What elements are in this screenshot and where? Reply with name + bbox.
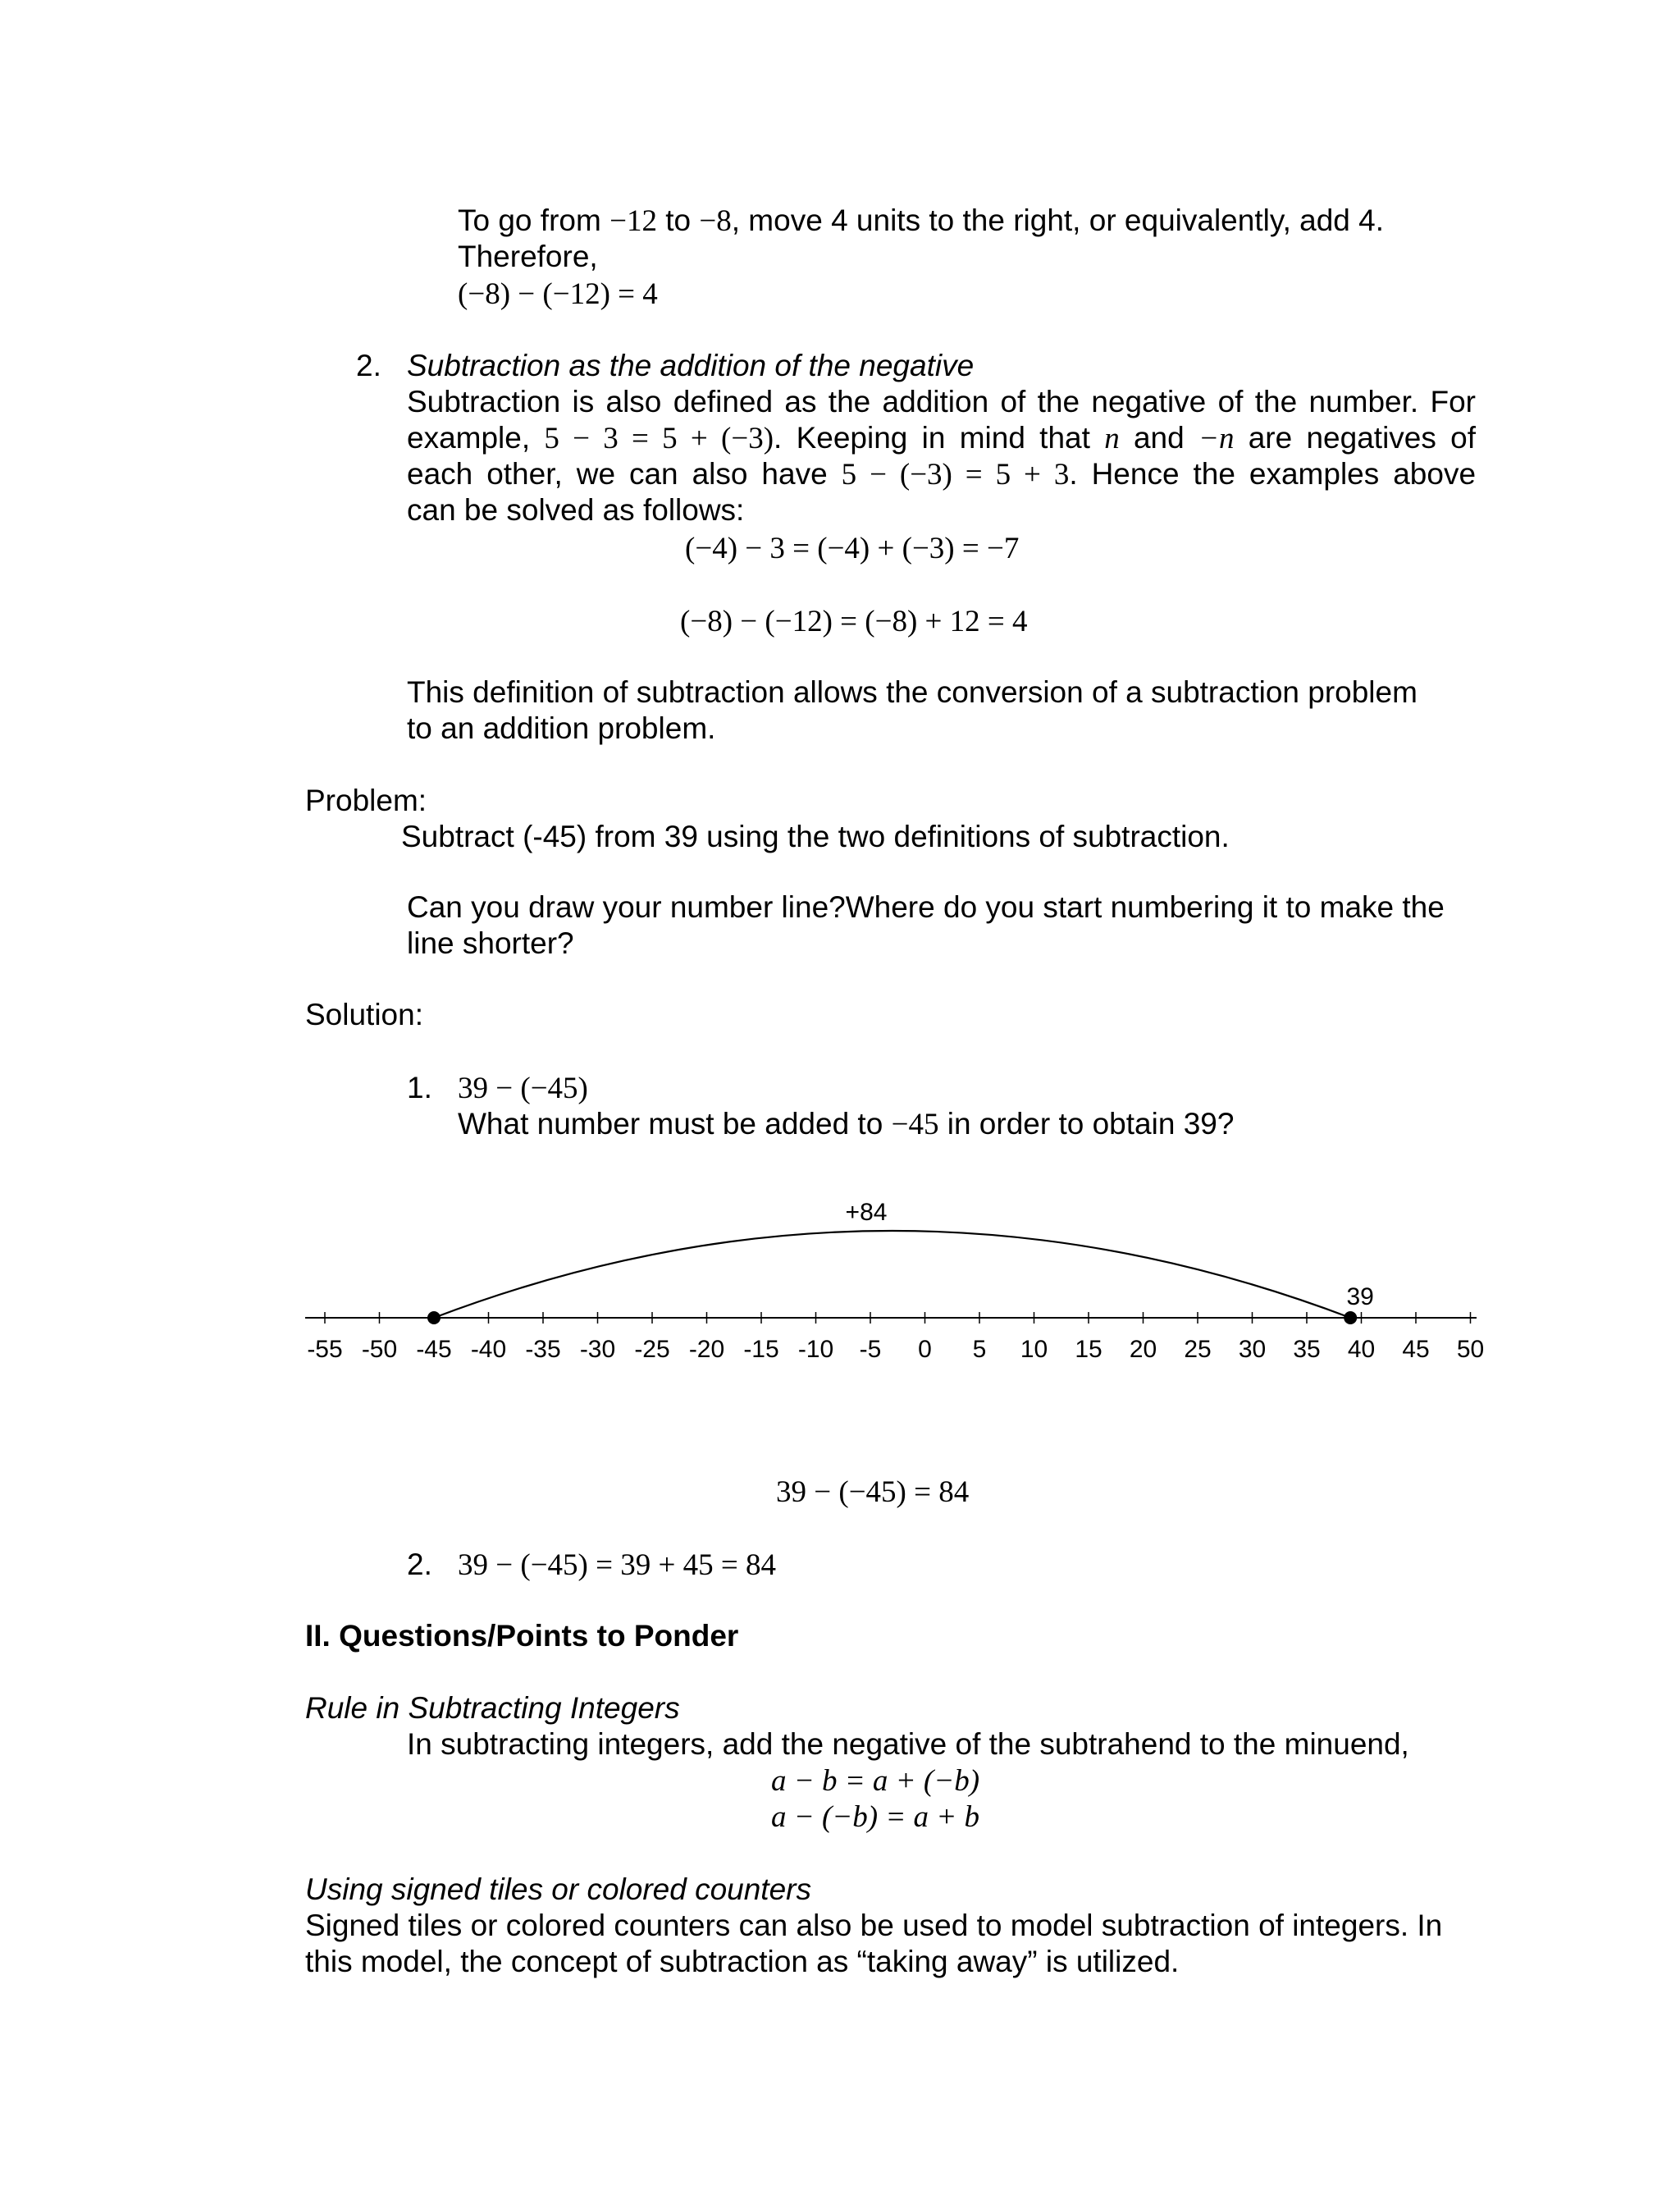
equation: (−4) − 3 = (−4) + (−3) = −7: [685, 532, 1020, 565]
paragraph-line: Therefore,: [458, 240, 598, 273]
math-inline: −8: [699, 204, 732, 238]
tick-label: 15: [1075, 1336, 1102, 1363]
paragraph-line: to an addition problem.: [407, 711, 716, 745]
end-value-label: 39: [1346, 1283, 1374, 1310]
equation: (−8) − (−12) = (−8) + 12 = 4: [680, 605, 1028, 638]
tick-label: 30: [1238, 1336, 1267, 1363]
tick-label: -20: [688, 1336, 725, 1363]
equation: 39 − (−45): [458, 1072, 588, 1105]
tick-label: -45: [416, 1336, 452, 1363]
tick-label: 50: [1456, 1336, 1485, 1363]
jump-arc: [434, 1231, 1350, 1318]
tick-label: 40: [1347, 1336, 1376, 1363]
equation: a − b = a + (−b): [771, 1764, 980, 1798]
tick-label: -25: [634, 1336, 670, 1363]
paragraph-line: Subtraction is also defined as the addition of the negative of the number. For: [407, 385, 1476, 418]
equation: a − (−b) = a + b: [771, 1800, 980, 1834]
tick-label: -50: [361, 1336, 398, 1363]
problem-text: Subtract (-45) from 39 using the two definitions of subtraction.: [401, 820, 1230, 853]
paragraph-line: this model, the concept of subtraction as “taking away” is utilized.: [305, 1945, 1180, 1978]
paragraph-line: can be solved as follows:: [407, 493, 745, 527]
tick-label: 25: [1184, 1336, 1212, 1363]
paragraph-line: Can you draw your number line?Where do you start numbering it to make the: [407, 890, 1445, 924]
subsection-title: Using signed tiles or colored counters: [305, 1872, 811, 1906]
math-inline: −n: [1198, 422, 1235, 455]
text: , move 4 units to the right, or equivalently, add 4.: [731, 203, 1385, 237]
section-heading: II. Questions/Points to Ponder: [305, 1619, 739, 1653]
item-title: Subtraction as the addition of the negative: [407, 349, 975, 382]
jump-label: +84: [845, 1199, 888, 1226]
equation: (−8) − (−12) = 4: [458, 277, 658, 311]
tick-label: -55: [307, 1336, 343, 1363]
tick-label: -40: [470, 1336, 507, 1363]
paragraph-line: This definition of subtraction allows the conversion of a subtraction problem: [407, 675, 1418, 709]
math-inline: −12: [609, 204, 657, 238]
list-number: 1.: [407, 1071, 432, 1104]
tick-label: -5: [859, 1336, 882, 1363]
math-inline: −45: [891, 1108, 939, 1141]
tick-label: -10: [797, 1336, 834, 1363]
tick-label: 10: [1020, 1336, 1048, 1363]
tick-label: 0: [918, 1336, 932, 1363]
paragraph-line: In subtracting integers, add the negative of the subtrahend to the minuend,: [407, 1727, 1409, 1761]
paragraph-line: line shorter?: [407, 926, 574, 960]
tick-label: -35: [525, 1336, 561, 1363]
paragraph-line: each other, we can also have 5 − (−3) = 5 + 3. Hence the examples above: [407, 457, 1477, 491]
text: to: [656, 203, 700, 237]
tick-label: 35: [1293, 1336, 1321, 1363]
list-number: 2.: [356, 349, 381, 382]
math-inline: 5 − 3 = 5 + (−3): [544, 422, 774, 455]
start-point: [427, 1311, 441, 1324]
math-inline: 5 − (−3) = 5 + 3: [841, 458, 1070, 491]
tick-label: 20: [1129, 1336, 1157, 1363]
tick-label: -30: [579, 1336, 616, 1363]
equation: 39 − (−45) = 39 + 45 = 84: [458, 1548, 776, 1582]
tick-label: -15: [743, 1336, 779, 1363]
equation: 39 − (−45) = 84: [776, 1475, 970, 1509]
text: To go from: [458, 203, 610, 237]
tick-label: 5: [972, 1336, 987, 1363]
paragraph-line: What number must be added to −45 in order to obtain 39?: [458, 1107, 1235, 1141]
paragraph-line: example, 5 − 3 = 5 + (−3). Keeping in mind that n and −n are negatives of: [407, 421, 1477, 455]
end-point: [1344, 1311, 1357, 1324]
subsection-title: Rule in Subtracting Integers: [305, 1691, 680, 1725]
list-number: 2.: [407, 1548, 432, 1581]
paragraph-line: Signed tiles or colored counters can also be used to model subtraction of integers. In: [305, 1909, 1443, 1942]
solution-label: Solution:: [305, 998, 423, 1031]
problem-label: Problem:: [305, 784, 427, 817]
tick-label: 45: [1402, 1336, 1430, 1363]
math-inline: n: [1104, 422, 1120, 455]
